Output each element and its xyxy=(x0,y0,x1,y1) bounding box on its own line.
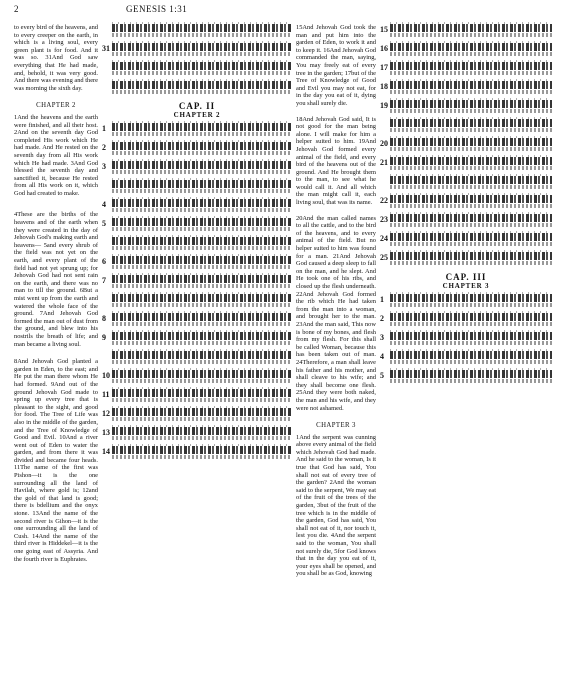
interlinear-line xyxy=(102,159,292,178)
verse-number: 8 xyxy=(102,314,106,323)
verse-number: 14 xyxy=(102,447,110,456)
interlinear-line xyxy=(102,425,292,444)
hebrew-text xyxy=(112,446,292,454)
hebrew-text xyxy=(112,370,292,378)
english-gloss xyxy=(112,341,292,345)
interlinear-line xyxy=(102,406,292,425)
verse-number: 5 xyxy=(380,371,384,380)
interlinear-line xyxy=(380,330,552,349)
hebrew-text xyxy=(390,24,552,32)
verse-number: 22 xyxy=(380,196,388,205)
hebrew-text xyxy=(390,252,552,260)
interlinear-line xyxy=(380,117,552,136)
interlinear-line xyxy=(380,155,552,174)
english-gloss xyxy=(390,166,552,170)
hebrew-text xyxy=(112,351,292,359)
verse-number: 17 xyxy=(380,63,388,72)
english-gloss xyxy=(390,261,552,265)
interlinear-line xyxy=(380,212,552,231)
english-gloss xyxy=(112,170,292,174)
hebrew-text xyxy=(390,332,552,340)
cap-iii-heading: CAP. III xyxy=(445,272,487,282)
english-gloss xyxy=(390,379,552,383)
hebrew-text xyxy=(112,142,292,150)
hebrew-text xyxy=(390,119,552,127)
english-gloss xyxy=(112,436,292,440)
left-english-column xyxy=(14,24,98,566)
interlinear-line xyxy=(380,349,552,368)
paragraph-gen3-1: 1And the serpent was cunning above every animal of the field which Jehovah God had made. And he said to the woman, Is it true that God has said, You shall not eat of every tree of the garden? 2And the woman said to the serpent, We may eat of the fruit of the trees of the garden, 3but of the fruit of the tree which is in the middle of the garden, God has said, You shall not eat of it, nor touch it, lest you die. 4And the serpent said to the woman, You shall not surely die, 5for God knows that in the day you eat of it, your eyes shall be opened, and you shall be as God, knowing xyxy=(296,433,376,578)
hebrew-text xyxy=(390,233,552,241)
english-gloss xyxy=(390,147,552,151)
hebrew-text xyxy=(390,100,552,108)
interlinear-line xyxy=(380,368,552,387)
paragraph-gen2-15: 15And Jehovah God took the man and put him into the garden of Eden, to work it and to keep it. 16And Jehovah God commanded the man, saying, You may freely eat of every tree in the garden; 17but of the Tree of Knowledge of Good and Evil you may not eat, for in the day you eat of it, dying you shall surely die. xyxy=(296,24,376,107)
left-interlinear-column xyxy=(102,22,292,694)
english-gloss xyxy=(112,208,292,212)
english-gloss xyxy=(390,109,552,113)
english-gloss xyxy=(112,33,292,37)
hebrew-text xyxy=(390,214,552,222)
hebrew-text xyxy=(112,294,292,302)
interlinear-line xyxy=(102,197,292,216)
page-header xyxy=(14,4,550,18)
page-number: 2 xyxy=(14,4,19,14)
english-gloss xyxy=(112,246,292,250)
english-gloss xyxy=(112,398,292,402)
verse-number: 4 xyxy=(380,352,384,361)
hebrew-text xyxy=(112,180,292,188)
hebrew-text xyxy=(112,256,292,264)
hebrew-text xyxy=(390,313,552,321)
interlinear-line xyxy=(380,98,552,117)
hebrew-text xyxy=(390,351,552,359)
english-gloss xyxy=(112,132,292,136)
chapter-3-interlinear-heading: CHAPTER 3 xyxy=(442,282,490,290)
english-gloss xyxy=(112,52,292,56)
hebrew-text xyxy=(112,275,292,283)
right-interlinear-column xyxy=(380,22,552,694)
interlinear-line xyxy=(102,41,292,60)
paragraph-gen2-4: 4These are the births of the heavens and of the earth when they were created in the day of Jehovah God's making earth and heavens— 5and every shrub of the field was not yet on the earth, and every plant of the field had not yet sprung up; for Jehovah God had not sent rain on the earth, and there was no man to till the ground. 6But a mist went up from the earth and watered the whole face of the ground. 7And Jehovah God formed the man out of dust from the ground, and blew into his nostrils the breath of life; and man became a living soul. xyxy=(14,211,98,348)
interlinear-line xyxy=(102,349,292,368)
hebrew-text xyxy=(390,370,552,378)
hebrew-text xyxy=(112,43,292,51)
running-title: GENESIS 1:31 xyxy=(126,4,188,14)
verse-number: 5 xyxy=(102,219,106,228)
english-gloss xyxy=(112,90,292,94)
hebrew-text xyxy=(390,195,552,203)
hebrew-text xyxy=(390,81,552,89)
verse-number: 16 xyxy=(380,44,388,53)
english-gloss xyxy=(390,52,552,56)
interlinear-line xyxy=(102,178,292,197)
hebrew-text xyxy=(112,62,292,70)
english-gloss xyxy=(112,360,292,364)
english-gloss xyxy=(112,151,292,155)
hebrew-text xyxy=(112,199,292,207)
hebrew-text xyxy=(112,313,292,321)
interlinear-line xyxy=(102,444,292,463)
interlinear-line xyxy=(380,136,552,155)
english-gloss xyxy=(390,90,552,94)
english-gloss xyxy=(390,128,552,132)
interlinear-line xyxy=(380,250,552,269)
interlinear-line xyxy=(102,311,292,330)
paragraph-gen2-1: 1And the heavens and the earth were finished, and all their host. 2And on the seventh day God completed His work which He had made. And He rested on the seventh day from all His work which He had made. 3And God blessed the seventh day and sanctified it, because He rested from all His work on it, which God had created to make. xyxy=(14,113,98,197)
hebrew-text xyxy=(112,81,292,89)
verse-number: 15 xyxy=(380,25,388,34)
hebrew-text xyxy=(112,408,292,416)
chapter-3-heading: CHAPTER 3 xyxy=(316,422,356,430)
middle-english-column xyxy=(296,24,376,581)
english-gloss xyxy=(112,417,292,421)
hebrew-text xyxy=(390,43,552,51)
english-gloss xyxy=(112,322,292,326)
english-gloss xyxy=(112,227,292,231)
hebrew-text xyxy=(112,161,292,169)
hebrew-text xyxy=(390,176,552,184)
english-gloss xyxy=(390,33,552,37)
paragraph-gen1-30: to every bird of the heavens, and to every creeper on the earth, in which is a living soul, every green plant is for food. And it was so. 31And God saw everything that He had made, and, behold, it was very good. And there was evening and there was morning the sixth day. xyxy=(14,24,98,92)
paragraph-gen2-18: 18And Jehovah God said, It is not good for the man being alone. I will make for him a helper suited to him. 19And Jehovah God formed every animal of the field, and every bird of the heavens out of the ground. And He brought them to the man, to see what he would call it. And all which the man might call it, each living soul, that was its name. xyxy=(296,115,376,207)
interlinear-line xyxy=(102,235,292,254)
interlinear-line xyxy=(380,292,552,311)
english-gloss xyxy=(390,303,552,307)
english-gloss xyxy=(390,322,552,326)
hebrew-text xyxy=(112,24,292,32)
verse-number: 1 xyxy=(380,295,384,304)
verse-number: 18 xyxy=(380,82,388,91)
interlinear-line xyxy=(102,60,292,79)
chapter-2-heading: CHAPTER 2 xyxy=(36,102,76,110)
verse-number: 7 xyxy=(102,276,106,285)
verse-number: 9 xyxy=(102,333,106,342)
verse-number: 20 xyxy=(380,139,388,148)
interlinear-line xyxy=(380,231,552,250)
hebrew-text xyxy=(390,62,552,70)
verse-number: 2 xyxy=(380,314,384,323)
english-gloss xyxy=(112,303,292,307)
verse-number: 2 xyxy=(102,143,106,152)
hebrew-text xyxy=(112,123,292,131)
verse-number: 19 xyxy=(380,101,388,110)
verse-number: 21 xyxy=(380,158,388,167)
interlinear-line xyxy=(102,368,292,387)
verse-number: 1 xyxy=(102,124,106,133)
paragraph-gen2-20: 20And the man called names to all the cattle, and to the bird of the heavens, and to every animal of the field. But no helper suited to him was found for a man. 21And Jehovah God caused a deep sleep to fall on the man, and he slept. And He took one of his ribs, and closed up the flesh underneath. 22And Jehovah God formed the rib which He had taken from the man into a woman, and brought her to the man. 23And the man said, This now is bone of my bones, and flesh from my flesh. For this shall be called Woman, because this has been taken out of man. 24Therefore, a man shall leave his father and his mother, and shall cleave to his wife; and they shall become one flesh. 25And they were both naked, the man and his wife, and they were not ashamed. xyxy=(296,214,376,412)
paragraph-gen2-8: 8And Jehovah God planted a garden in Eden, to the east; and He put the man there whom He had formed. 9And out of the ground Jehovah God made to spring up every tree that is pleasant to the sight, and good for food. The Tree of Life was also in the middle of the garden, and the Tree of Knowledge of Good and Evil. 10And a river went out of Eden to water the garden, and from there it was divided and became four heads. 11The name of the first was Pishon—it is the one surrounding all the land of Havilah, where gold is; 12and the gold of that land is good; there is bdellium and the onyx stone. 13And the name of the second river is Gihon—it is the one surrounding all the land of Cush. 14And the name of the third river is Hiddekel—it is the one going east of Assyria. And the fourth river is Euphrates. xyxy=(14,358,98,563)
english-gloss xyxy=(390,204,552,208)
verse-number: 3 xyxy=(102,162,106,171)
interlinear-line xyxy=(102,273,292,292)
interlinear-line xyxy=(102,216,292,235)
hebrew-text xyxy=(112,332,292,340)
interlinear-line xyxy=(102,254,292,273)
hebrew-text xyxy=(390,157,552,165)
interlinear-line xyxy=(102,79,292,98)
hebrew-text xyxy=(390,294,552,302)
interlinear-line xyxy=(380,60,552,79)
chapter-2-interlinear-heading: CHAPTER 2 xyxy=(173,111,221,119)
interlinear-line xyxy=(102,387,292,406)
hebrew-text xyxy=(112,218,292,226)
english-gloss xyxy=(390,341,552,345)
interlinear-line xyxy=(380,174,552,193)
verse-number: 4 xyxy=(102,200,106,209)
hebrew-text xyxy=(112,389,292,397)
verse-number: 11 xyxy=(102,390,110,399)
interlinear-line xyxy=(380,22,552,41)
interlinear-line xyxy=(102,121,292,140)
english-gloss xyxy=(112,455,292,459)
verse-number: 6 xyxy=(102,257,106,266)
verse-number: 24 xyxy=(380,234,388,243)
verse-number: 13 xyxy=(102,428,110,437)
interlinear-line xyxy=(102,22,292,41)
interlinear-line xyxy=(102,330,292,349)
verse-number: 3 xyxy=(380,333,384,342)
verse-number: 31 xyxy=(102,44,110,53)
english-gloss xyxy=(390,360,552,364)
verse-number: 10 xyxy=(102,371,110,380)
english-gloss xyxy=(112,379,292,383)
interlinear-line xyxy=(380,311,552,330)
english-gloss xyxy=(390,71,552,75)
english-gloss xyxy=(112,265,292,269)
english-gloss xyxy=(390,242,552,246)
english-gloss xyxy=(112,71,292,75)
english-gloss xyxy=(112,189,292,193)
hebrew-text xyxy=(390,138,552,146)
hebrew-text xyxy=(112,427,292,435)
verse-number: 12 xyxy=(102,409,110,418)
interlinear-line xyxy=(102,140,292,159)
verse-number: 23 xyxy=(380,215,388,224)
english-gloss xyxy=(112,284,292,288)
verse-number: 25 xyxy=(380,253,388,262)
interlinear-line xyxy=(380,193,552,212)
hebrew-text xyxy=(112,237,292,245)
interlinear-line xyxy=(102,292,292,311)
english-gloss xyxy=(390,185,552,189)
interlinear-line xyxy=(380,41,552,60)
interlinear-line xyxy=(380,79,552,98)
cap-ii-heading: CAP. II xyxy=(178,101,216,111)
english-gloss xyxy=(390,223,552,227)
